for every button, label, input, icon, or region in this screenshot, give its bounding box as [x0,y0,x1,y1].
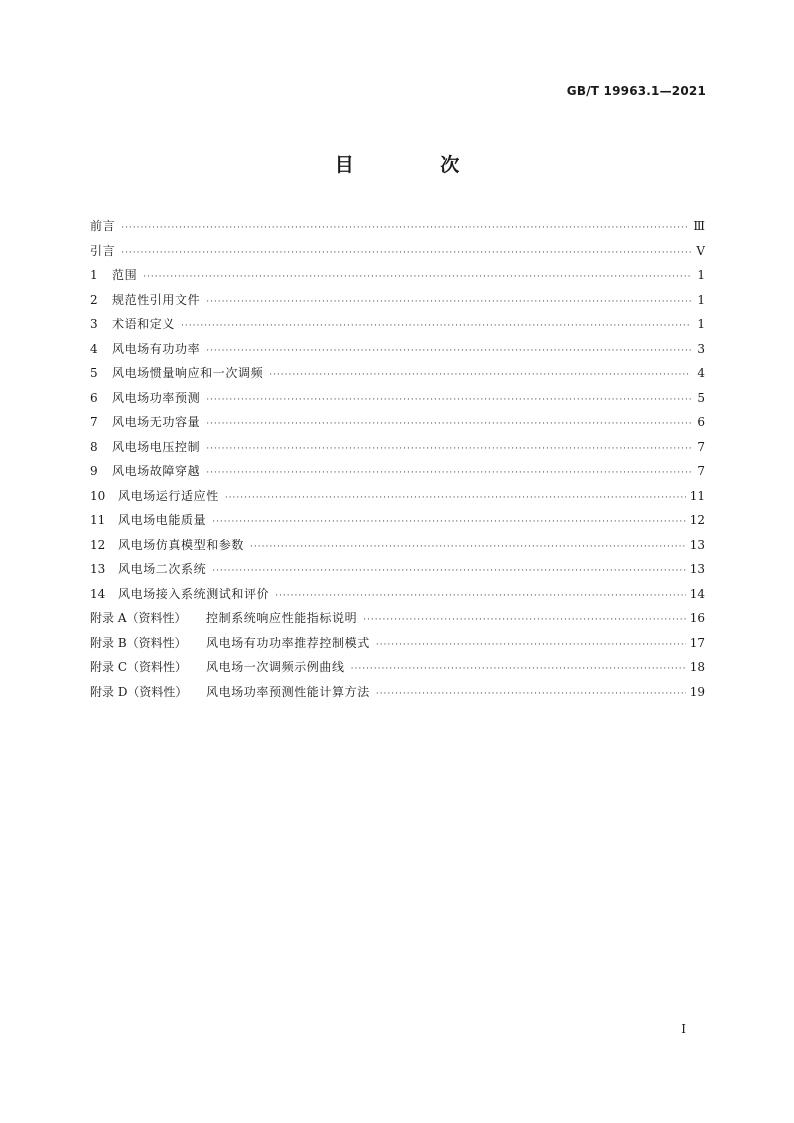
toc-entry-number: 7 [90,415,98,429]
toc-entry-annex-b[interactable] [90,631,705,656]
toc-entry-10[interactable] [90,484,705,509]
toc-entry-label: 风电场惯量响应和一次调频 [112,366,264,380]
toc-entry-page: 1 [697,317,705,331]
toc-entry-number: 4 [90,341,98,356]
toc-annex-label: 附录 C（资料性） [90,660,187,674]
toc-entry-page: 3 [697,341,705,356]
toc-entry-number: 5 [90,366,98,380]
toc-entry-page: 12 [689,513,705,527]
toc-leader-dots [363,608,686,633]
toc-leader-dots [206,461,691,486]
toc-leader-dots [212,510,686,535]
toc-leader-dots [225,486,686,511]
toc-entry-number: 6 [90,390,98,405]
toc-entry-number: 12 [90,537,106,552]
toc-entry-label: 术语和定义 [112,317,176,331]
toc-leader-dots [376,682,686,707]
toc-entry-1[interactable] [90,263,705,288]
toc-entry-page: 17 [689,635,705,650]
toc-entry-page: 4 [697,366,705,380]
toc-entry-label: 引言 [90,243,116,258]
toc-entry-page: 7 [697,439,705,454]
toc-entry-annex-a[interactable] [90,606,705,631]
toc-entry-number: 14 [90,586,106,601]
toc-entry-label: 风电场功率预测性能计算方法 [206,684,370,699]
toc-entry-13[interactable] [90,557,705,582]
toc-entry-11[interactable] [90,508,705,533]
toc-entry-number: 9 [90,464,98,478]
toc-entry-number: 10 [90,488,106,503]
toc-entry-label: 规范性引用文件 [112,292,201,307]
toc-entry-page: Ⅴ [696,243,705,258]
toc-entry-label: 风电场一次调频示例曲线 [206,660,345,674]
toc-entry-number: 11 [90,513,106,527]
toc-entry-label: 前言 [90,219,116,233]
toc-entry-label: 风电场功率预测 [112,390,201,405]
toc-entry-number: 2 [90,292,98,307]
toc-entry-label: 风电场故障穿越 [112,464,201,478]
toc-entry-page: 5 [697,390,705,405]
toc-leader-dots [212,559,686,584]
toc-entry-annex-d[interactable] [90,680,705,705]
toc-entry-5[interactable] [90,361,705,386]
toc-annex-label: 附录 A（资料性） [90,611,187,625]
toc-entry-page: 13 [689,537,705,552]
toc-entry-label: 控制系统响应性能指标说明 [206,611,358,625]
toc-leader-dots [351,657,686,682]
toc-entry-label: 范围 [112,268,138,282]
toc-entry-page: 19 [689,684,705,699]
toc-entry-page: 11 [689,488,705,503]
toc-leader-dots [206,339,691,364]
toc-entry-number: 13 [90,562,106,576]
toc-entry-page: 7 [697,464,705,478]
toc-leader-dots [206,388,691,413]
toc-entry-label: 风电场无功容量 [112,415,201,429]
toc-entry-number: 8 [90,439,98,454]
toc-entry-page: 1 [697,292,705,307]
page-number: Ⅰ [681,1022,686,1036]
toc-entry-foreword[interactable] [90,214,705,239]
toc-entry-14[interactable] [90,582,705,607]
toc-entry-9[interactable] [90,459,705,484]
toc-entry-4[interactable] [90,337,705,362]
toc-entry-6[interactable] [90,386,705,411]
toc-entry-page: 16 [689,611,705,625]
toc-leader-dots [206,290,691,315]
toc-leader-dots [143,265,691,290]
toc-annex-label: 附录 B（资料性） [90,635,187,650]
toc-leader-dots [121,241,691,266]
toc-entry-label: 风电场电能质量 [118,513,207,527]
toc-annex-label: 附录 D（资料性） [90,684,188,699]
toc-entry-label: 风电场二次系统 [118,562,207,576]
toc-entry-introduction[interactable] [90,239,705,264]
toc-entry-12[interactable] [90,533,705,558]
toc-leader-dots [376,633,686,658]
toc-leader-dots [275,584,686,609]
toc-entry-8[interactable] [90,435,705,460]
toc-entry-label: 风电场运行适应性 [118,488,219,503]
toc-entry-page: 13 [689,562,705,576]
toc-entry-label: 风电场有功功率 [112,341,201,356]
toc-entry-label: 风电场有功功率推荐控制模式 [206,635,370,650]
toc-leader-dots [269,363,691,388]
toc-entry-annex-c[interactable] [90,655,705,680]
toc-entry-page: 6 [697,415,705,429]
toc-entry-label: 风电场仿真模型和参数 [118,537,245,552]
toc-entry-2[interactable] [90,288,705,313]
toc-leader-dots [121,216,689,241]
toc-entry-7[interactable] [90,410,705,435]
toc-entry-label: 风电场接入系统测试和评价 [118,586,270,601]
toc-leader-dots [250,535,686,560]
table-of-contents [90,214,705,704]
toc-entry-page: 14 [689,586,705,601]
toc-leader-dots [206,412,691,437]
toc-entry-page: 1 [697,268,705,282]
toc-entry-page: Ⅲ [693,219,705,233]
standard-number: GB/T 19963.1—2021 [566,84,706,98]
page-title: 目 次 [334,154,500,176]
toc-leader-dots [181,314,691,339]
toc-leader-dots [206,437,691,462]
toc-entry-page: 18 [689,660,705,674]
toc-entry-label: 风电场电压控制 [112,439,201,454]
toc-entry-number: 3 [90,317,98,331]
toc-entry-number: 1 [90,268,98,282]
toc-entry-3[interactable] [90,312,705,337]
